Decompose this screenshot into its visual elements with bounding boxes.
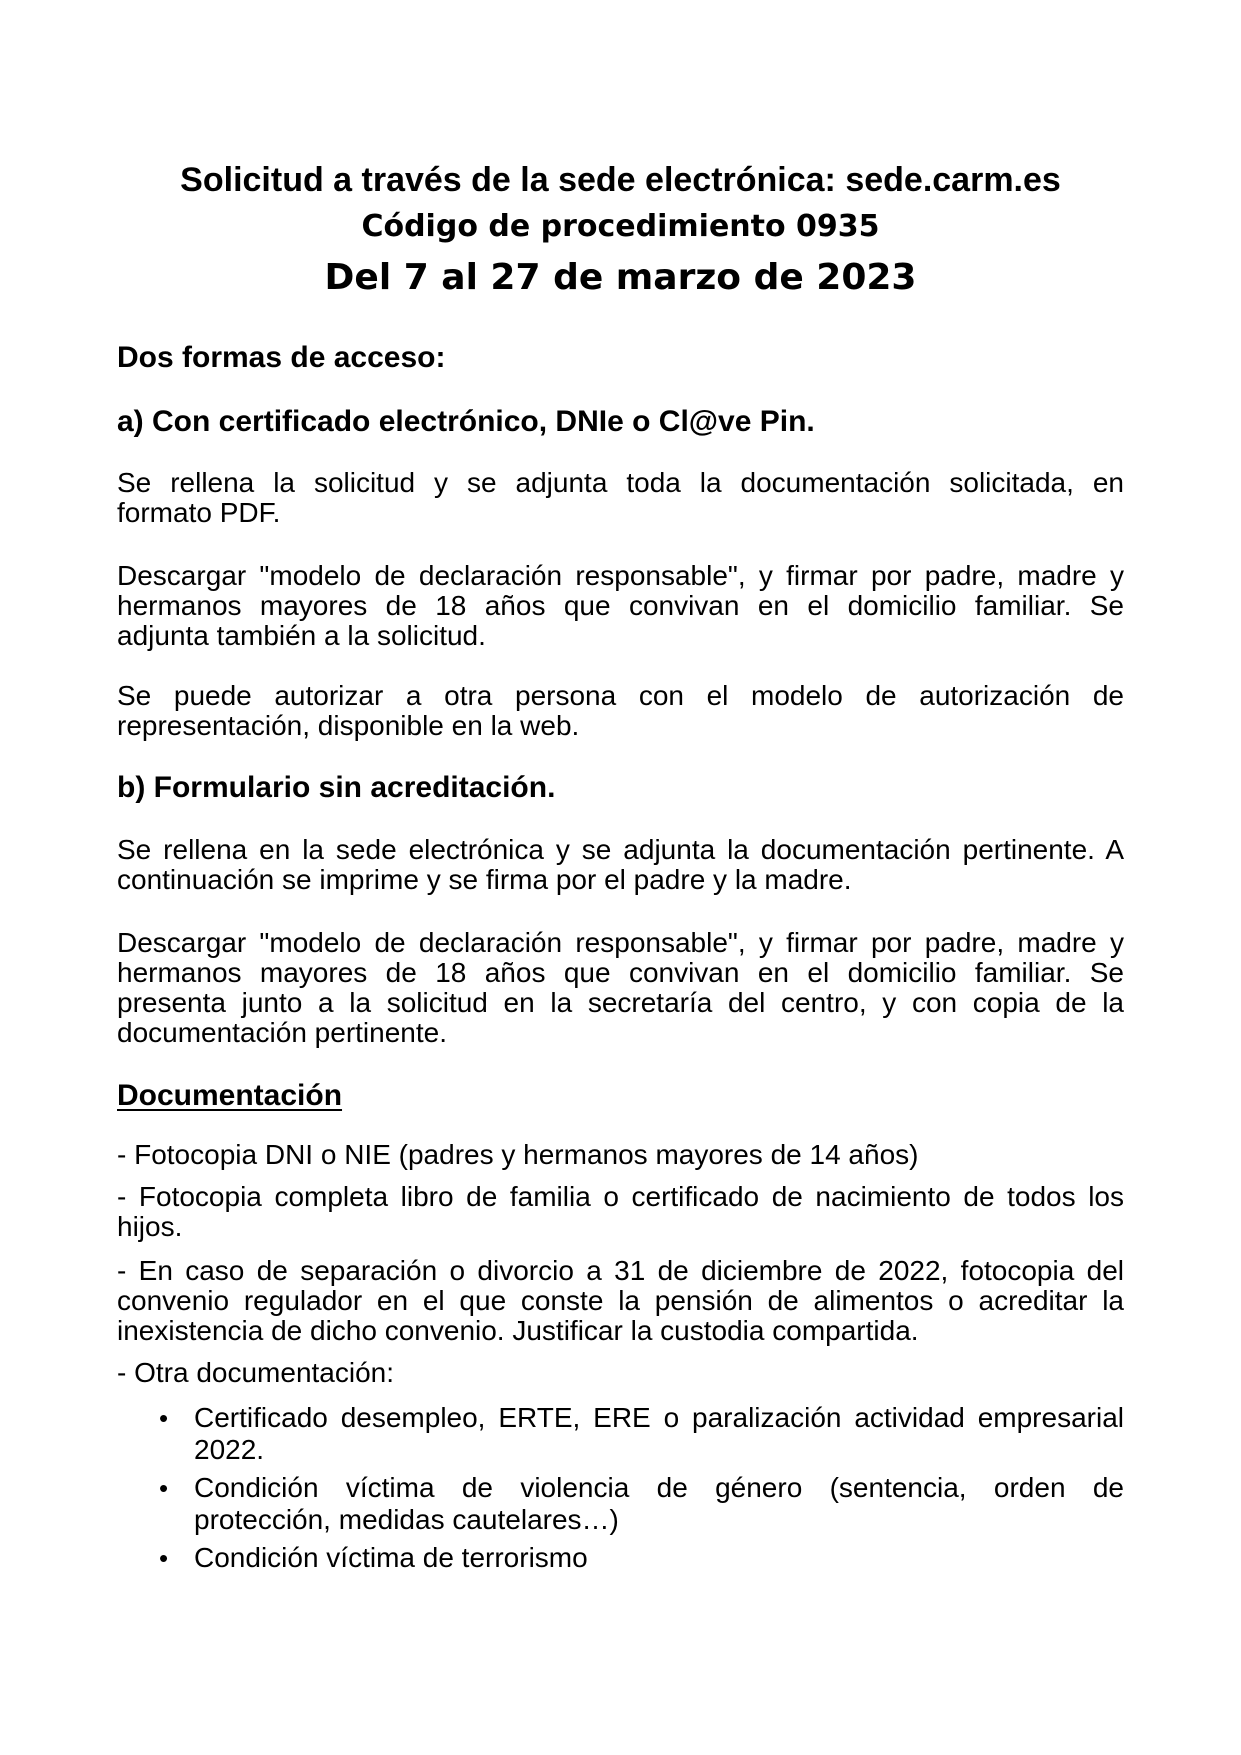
list-item xyxy=(159,1472,1124,1536)
paragraph-a3 xyxy=(117,681,1124,741)
text-line: documentación pertinente. xyxy=(117,1017,447,1048)
list-item xyxy=(159,1402,1124,1466)
section-a-heading: a) Con certificado electrónico, DNIe o Cl@ve Pin. xyxy=(117,405,815,438)
documentation-item xyxy=(117,1256,1124,1346)
text-line: Certificado desempleo, ERTE, ERE o paralización actividad empresarial xyxy=(194,1402,1124,1433)
text-line: formato PDF. xyxy=(117,497,281,528)
documentation-item xyxy=(117,1358,1124,1388)
list-item xyxy=(159,1542,1124,1574)
other-documentation-list xyxy=(117,1402,1124,1574)
text-line: continuación se imprime y se firma por el padre y la madre. xyxy=(117,864,852,895)
documentation-item xyxy=(117,1140,1124,1170)
text-line: Condición víctima de violencia de género (sentencia, orden de xyxy=(194,1472,1124,1503)
text-line: Descargar "modelo de declaración responsable", y firmar por padre, madre y xyxy=(117,560,1124,591)
text-line: convenio regulador en el que conste la pensión de alimentos o acreditar la xyxy=(117,1285,1124,1316)
documentation-item xyxy=(117,1182,1124,1242)
text-line: Descargar "modelo de declaración responsable", y firmar por padre, madre y xyxy=(117,927,1124,958)
section-b-heading: b) Formulario sin acreditación. xyxy=(117,771,556,804)
text-line: representación, disponible en la web. xyxy=(117,710,580,741)
text-line: presenta junto a la solicitud en la secretaría del centro, y con copia de la xyxy=(117,987,1124,1018)
text-line: Se rellena en la sede electrónica y se adjunta la documentación pertinente. A xyxy=(117,834,1124,865)
bullet-marker: • xyxy=(159,1473,169,1503)
bullet-marker: • xyxy=(159,1543,169,1573)
text-line: hermanos mayores de 18 años que convivan en el domicilio familiar. Se xyxy=(117,590,1124,621)
text-line: hijos. xyxy=(117,1211,183,1242)
title-line-3: Del 7 al 27 de marzo de 2023 xyxy=(324,257,917,298)
paragraph-a2 xyxy=(117,561,1124,651)
text-line: Se rellena la solicitud y se adjunta toda la documentación solicitada, en xyxy=(117,467,1124,498)
text-line: Se puede autorizar a otra persona con el modelo de autorización de xyxy=(117,680,1124,711)
text-line: hermanos mayores de 18 años que convivan en el domicilio familiar. Se xyxy=(117,957,1124,988)
text-line: 2022. xyxy=(194,1434,265,1465)
text-line: - Otra documentación: xyxy=(117,1357,395,1388)
text-line: Condición víctima de terrorismo xyxy=(194,1542,588,1573)
title-line-2: Código de procedimiento 0935 xyxy=(361,209,880,244)
paragraph-b2 xyxy=(117,928,1124,1048)
document-header xyxy=(117,160,1124,300)
title-line-1: Solicitud a través de la sede electrónica: sede.carm.es xyxy=(180,161,1061,199)
text-line: - En caso de separación o divorcio a 31 de diciembre de 2022, fotocopia del xyxy=(117,1255,1124,1286)
documentation-heading: Documentación xyxy=(117,1079,343,1112)
paragraph-a1 xyxy=(117,468,1124,528)
paragraph-b1 xyxy=(117,835,1124,895)
text-line: inexistencia de dicho convenio. Justificar la custodia compartida. xyxy=(117,1315,919,1346)
text-line: protección, medidas cautelares…) xyxy=(194,1504,619,1535)
access-modes-heading: Dos formas de acceso: xyxy=(117,341,446,374)
text-line: adjunta también a la solicitud. xyxy=(117,620,486,651)
text-line: - Fotocopia DNI o NIE (padres y hermanos mayores de 14 años) xyxy=(117,1139,919,1170)
text-line: - Fotocopia completa libro de familia o certificado de nacimiento de todos los xyxy=(117,1181,1124,1212)
bullet-marker: • xyxy=(159,1403,169,1433)
